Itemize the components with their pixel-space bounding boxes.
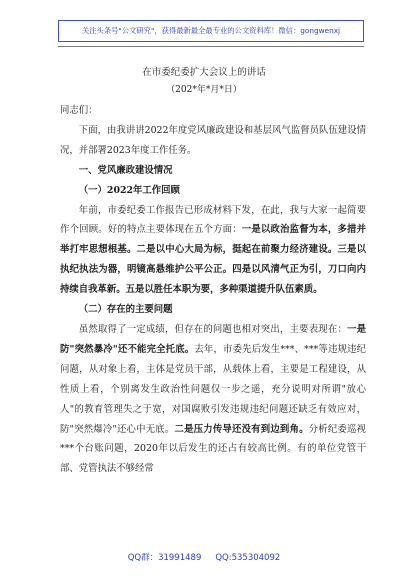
intro-paragraph: 下面，由我讲讲2022年度党风廉政建设和基层风气监督员队伍建设情况，并部署2023年度工作任务。 <box>60 124 366 156</box>
footer-qq-group: QQ群：31991489 <box>127 553 202 563</box>
subsection-heading-2: （二）存在的主要问题 <box>78 304 173 316</box>
problem-text-2: 分析纪委巡视***个台账问题，2020年以后发生的还占有较高比例。有的单位党管干部、党管执法不够经常 <box>60 423 366 475</box>
document-body <box>60 101 366 479</box>
document-date: （202*年*月*日） <box>166 85 242 95</box>
document-title: 在市委纪委扩大会议上的讲话 <box>142 67 266 78</box>
review-point-2: 二是以中心大局为标，挺起在前聚力经济建设。 <box>136 244 338 256</box>
review-point-1: 一是以政治监督为本，多措并举打牢思想根基。 <box>60 224 366 256</box>
problems-paragraph <box>60 320 366 479</box>
salutation: 同志们： <box>60 105 98 116</box>
problem-point-1: 一是防"突然暴冷"还不能完全托底。 <box>60 323 366 355</box>
header-banner: 关注头条号"公文研究"，获得最新最全最专业的公文资料库！微信：gongwenxj <box>58 20 364 42</box>
review-paragraph <box>60 201 366 301</box>
footer-qq: QQ:535304092 <box>215 553 281 563</box>
footer <box>0 551 408 563</box>
subsection-heading-1: （一）2022年工作回顾 <box>78 184 180 196</box>
review-point-4: 四是以风清气正为引，刀口向内持续自我革新。 <box>60 264 366 296</box>
section-heading-1: 一、党风廉政建设情况 <box>78 164 173 176</box>
header-divider <box>58 46 364 47</box>
review-point-5: 五是以胜任本职为要，多种渠道提升队伍素质。 <box>125 284 323 296</box>
problem-point-2: 二是压力传导还没有到边到角。 <box>174 423 309 435</box>
problem-text-1: 去年，市委先后发生***、***等违规违纪问题，从对象上看，主体是党员干部，从载体上看，主要是工程建设，从性质上看，个别离发生政治性问题仅一步之遥，充分说明对所谓"放心人"的教育管理失之于宽，对国腐败引发违规违纪问题还缺乏有效应对，防"突然爆冷"还心中无底。 <box>60 343 366 435</box>
review-point-3: 三是以执纪执法为器，明镜高悬维护公平公正。 <box>60 244 366 276</box>
problems-lead: 虽然取得了一定成绩，但存在的问题也相对突出，主要表现在： <box>78 323 348 335</box>
review-lead: 年前，市委纪委工作报告已形成材料下发，在此，我与大家一起简要作个回顾。好的特点主要体现在五个方面： <box>60 204 366 236</box>
